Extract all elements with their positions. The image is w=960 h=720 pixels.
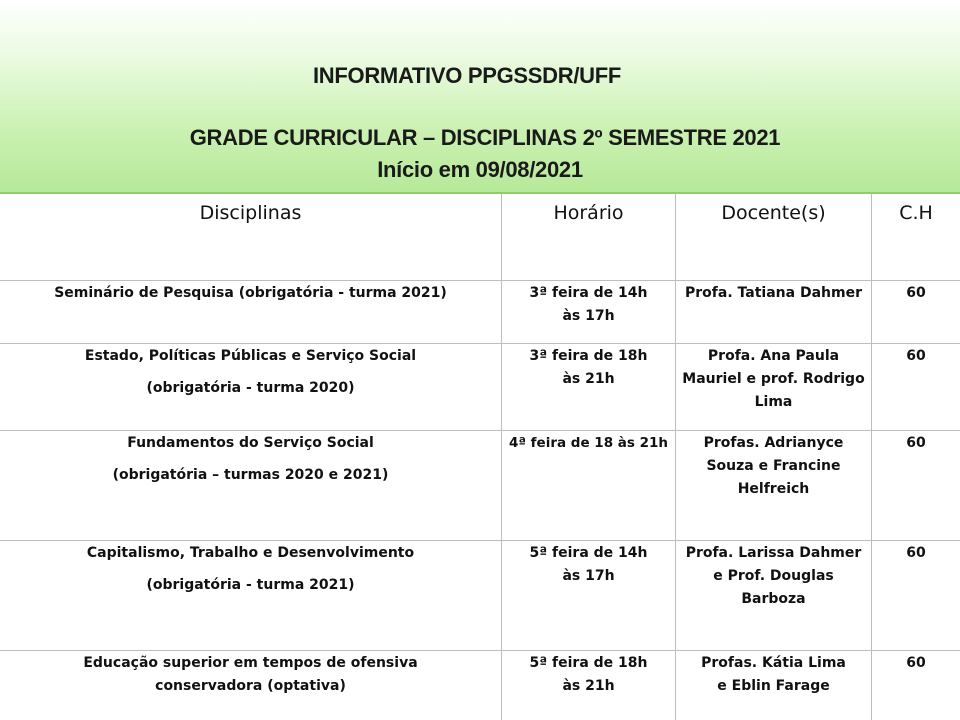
hours-cell: 60 [906, 545, 926, 561]
discipline-name: Fundamentos do Serviço Social [127, 435, 374, 451]
column-header-hours: C.H [899, 202, 933, 224]
discipline-name: Estado, Políticas Públicas e Serviço Social [84, 348, 417, 364]
teachers-cell: Profa. Ana Paula Mauriel e prof. Rodrigo Lima [676, 344, 872, 430]
schedule-cell: 4ª feira de 18 às 21h [502, 431, 676, 540]
table-row [0, 651, 960, 720]
column-header-schedule: Horário [502, 194, 676, 280]
discipline-name: Educação superior em tempos de ofensiva conservadora (optativa) [83, 655, 418, 694]
page-subtitle: GRADE CURRICULAR – DISCIPLINAS 2º SEMESTRE 2021 [189, 125, 781, 150]
table-row [0, 281, 960, 344]
page-title: INFORMATIVO PPGSSDR/UFF [312, 63, 622, 88]
start-date: Início em 09/08/2021 [377, 157, 583, 182]
schedule-cell: 3ª feira de 18h às 21h [502, 344, 676, 430]
discipline-cell [0, 344, 502, 430]
table-row [0, 541, 960, 651]
discipline-name: Capitalismo, Trabalho e Desenvolvimento [86, 545, 415, 561]
teachers-cell: Profas. Kátia Lima e Eblin Farage [676, 651, 872, 720]
table-header-row [0, 194, 960, 281]
discipline-note: (obrigatória – turmas 2020 e 2021) [112, 467, 389, 483]
column-header-disciplines: Disciplinas [0, 194, 502, 280]
table-row [0, 431, 960, 541]
hours-cell: 60 [906, 285, 926, 301]
schedule-cell: 5ª feira de 18h às 21h [502, 651, 676, 720]
column-header-teachers: Docente(s) [676, 194, 872, 280]
discipline-cell [0, 281, 502, 343]
header-banner [0, 0, 960, 194]
teachers-cell: Profas. Adrianyce Souza e Francine Helfreich [676, 431, 872, 540]
hours-cell: 60 [906, 655, 926, 671]
schedule-cell: 3ª feira de 14h às 17h [502, 281, 676, 343]
teachers-cell: Profa. Tatiana Dahmer [676, 281, 872, 343]
schedule-table [0, 194, 960, 720]
discipline-cell [0, 431, 502, 540]
hours-cell: 60 [906, 435, 926, 451]
hours-cell: 60 [906, 348, 926, 364]
discipline-note: (obrigatória - turma 2020) [146, 380, 355, 396]
schedule-cell: 5ª feira de 14h às 17h [502, 541, 676, 650]
discipline-note: (obrigatória - turma 2021) [146, 577, 355, 593]
discipline-name: Seminário de Pesquisa (obrigatória - turma 2021) [54, 285, 447, 301]
discipline-cell [0, 651, 502, 720]
table-row [0, 344, 960, 431]
teachers-cell: Profa. Larissa Dahmer e Prof. Douglas Barboza [676, 541, 872, 650]
discipline-cell [0, 541, 502, 650]
